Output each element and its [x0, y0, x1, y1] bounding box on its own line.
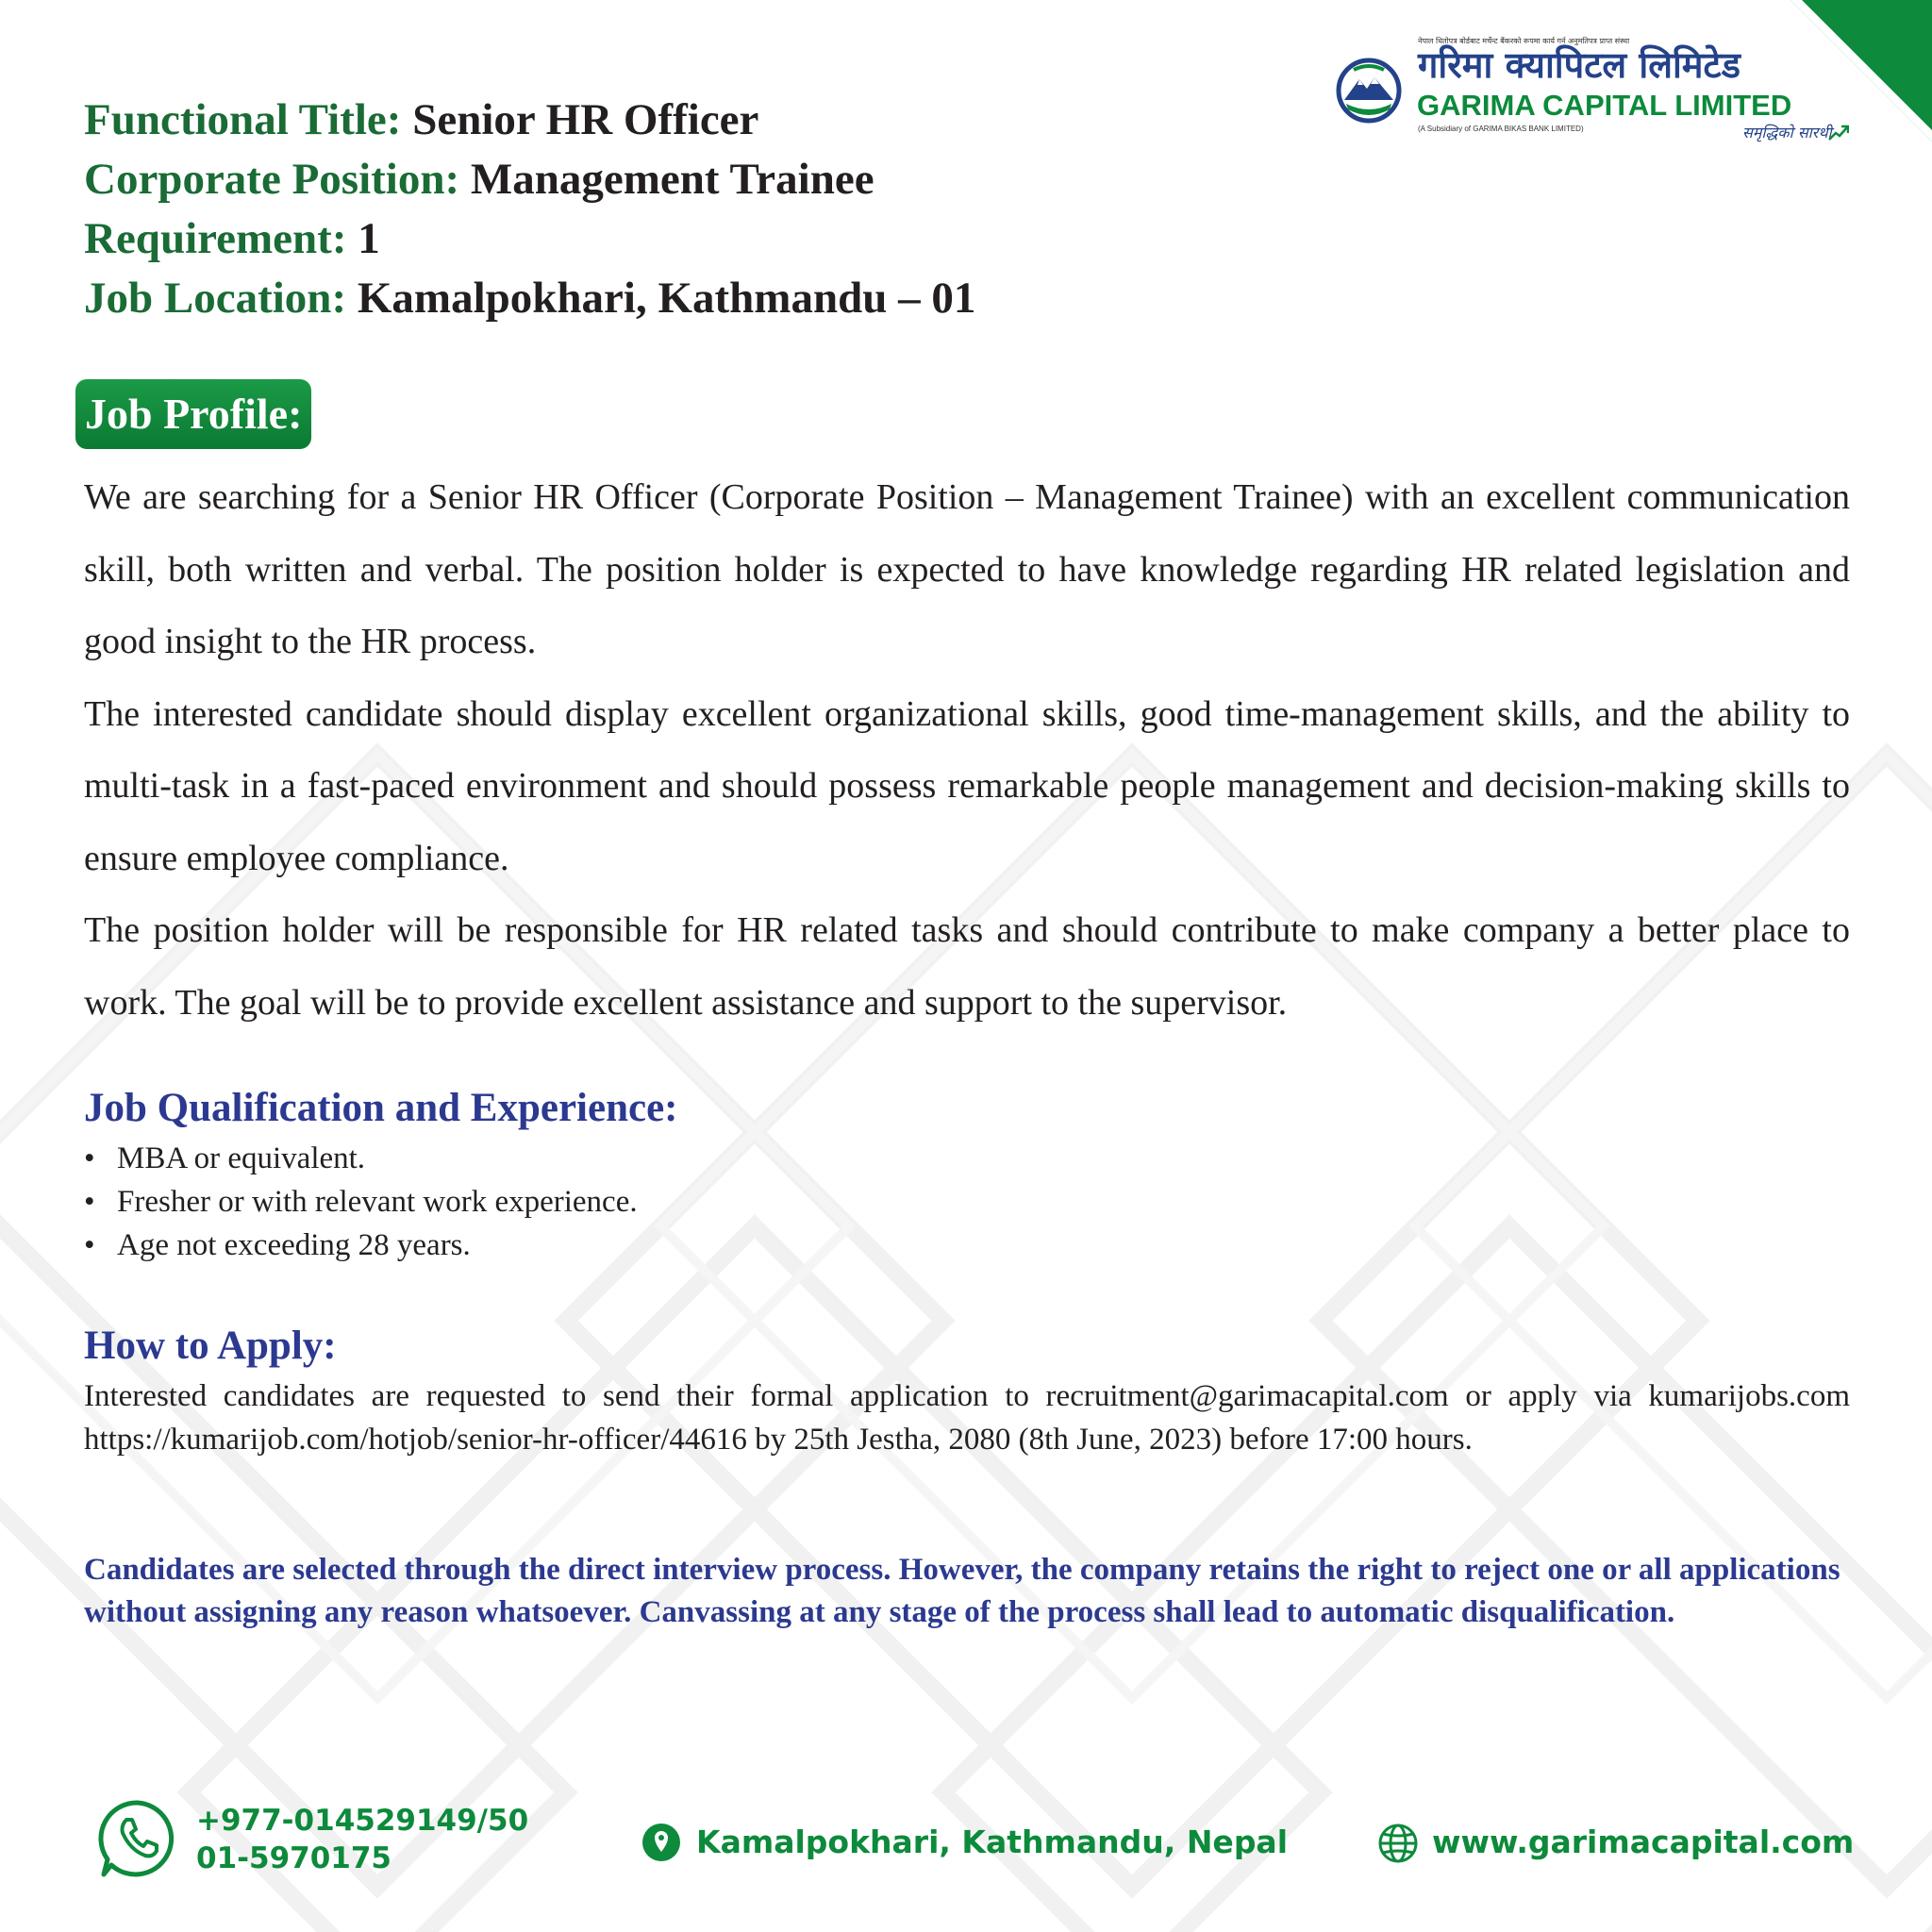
- location-pin-icon: [641, 1823, 681, 1862]
- list-item: [84, 1137, 638, 1180]
- qualification-heading: Job Qualification and Experience:: [84, 1086, 678, 1130]
- job-header: [84, 91, 975, 328]
- website-link[interactable]: www.garimacapital.com: [1432, 1824, 1855, 1860]
- list-item: [84, 1180, 638, 1224]
- bullet-icon: •: [84, 1185, 95, 1219]
- logo-slogan: समृद्धिको सारथी: [1742, 124, 1832, 142]
- job-location-label: Job Location:: [84, 274, 347, 323]
- phone-number-primary[interactable]: +977-014529149/50: [196, 1804, 529, 1838]
- job-profile-heading: Job Profile:: [75, 379, 311, 449]
- corporate-position-value: Management Trainee: [470, 155, 874, 204]
- growth-arrow-icon: [1828, 125, 1849, 142]
- company-logo: [1335, 34, 1863, 157]
- qualification-list: [84, 1137, 638, 1267]
- phone-number-secondary[interactable]: 01-5970175: [196, 1841, 391, 1875]
- job-location-value: Kamalpokhari, Kathmandu – 01: [357, 274, 976, 323]
- profile-paragraph: The position holder will be responsible for HR related tasks and should contribute to make company a better place to work. The goal will be to provide excellent assistance and support to the supervisor.: [84, 910, 1850, 1023]
- mountain-globe-emblem-icon: [1335, 57, 1403, 125]
- qualification-item: MBA or equivalent.: [117, 1141, 366, 1175]
- logo-name-english: GARIMA CAPITAL LIMITED: [1417, 89, 1792, 122]
- selection-notice: Candidates are selected through the direct interview process. However, the company retains the right to reject one or all applications without assigning any reason whatsoever. Canvassing at any stage of the process shall lead to automatic disqualification.: [84, 1553, 1840, 1629]
- footer-address: Kamalpokhari, Kathmandu, Nepal: [696, 1824, 1289, 1860]
- requirement-label: Requirement:: [84, 214, 347, 263]
- qualification-item: Fresher or with relevant work experience.: [117, 1185, 638, 1219]
- globe-icon: [1377, 1823, 1419, 1864]
- corporate-position-label: Corporate Position:: [84, 155, 460, 204]
- job-profile-text: [84, 461, 1850, 1039]
- bullet-icon: •: [84, 1228, 95, 1262]
- how-to-apply-heading: How to Apply:: [84, 1324, 337, 1368]
- profile-paragraph: We are searching for a Senior HR Officer (Corporate Position – Management Trainee) with an excellent communication skill, both written and verbal. The position holder is expected to have knowledge regarding HR related legislation and good insight to the HR process.: [84, 477, 1850, 661]
- requirement-value: 1: [358, 214, 380, 263]
- requirement-row: [84, 209, 975, 269]
- corporate-position-row: [84, 150, 975, 209]
- functional-title-row: [84, 91, 975, 150]
- bullet-icon: •: [84, 1141, 95, 1175]
- profile-paragraph: The interested candidate should display excellent organizational skills, good time-management skills, and the ability to multi-task in a fast-paced environment and should possess remarkable people management and decision-making skills to ensure employee compliance.: [84, 693, 1850, 878]
- how-to-apply-text: Interested candidates are requested to send their formal application to recruitment@garimacapital.com or apply via kumarijobs.com https://kumarijob.com/hotjob/senior-hr-officer/44616 by 25th Jestha, 2080 (8th June, 2023) before 17:00 hours.: [84, 1379, 1850, 1457]
- logo-name-nepali: गरिमा क्यापिटल लिमिटेड: [1418, 44, 1741, 86]
- logo-subsidiary-note: (A Subsidiary of GARIMA BIKAS BANK LIMITED): [1418, 125, 1584, 133]
- functional-title-label: Functional Title:: [84, 95, 402, 144]
- logo-tagline: नेपाल धितोपत्र बोर्डबाट मर्चेन्ट बैंकरको रूपमा कार्य गर्न अनुमतिपत्र प्राप्त संस्था: [1418, 37, 1630, 45]
- functional-title-value: Senior HR Officer: [412, 95, 759, 144]
- qualification-item: Age not exceeding 28 years.: [117, 1228, 471, 1262]
- list-item: [84, 1224, 638, 1267]
- phone-icon: [98, 1799, 177, 1878]
- job-location-row: [84, 269, 975, 328]
